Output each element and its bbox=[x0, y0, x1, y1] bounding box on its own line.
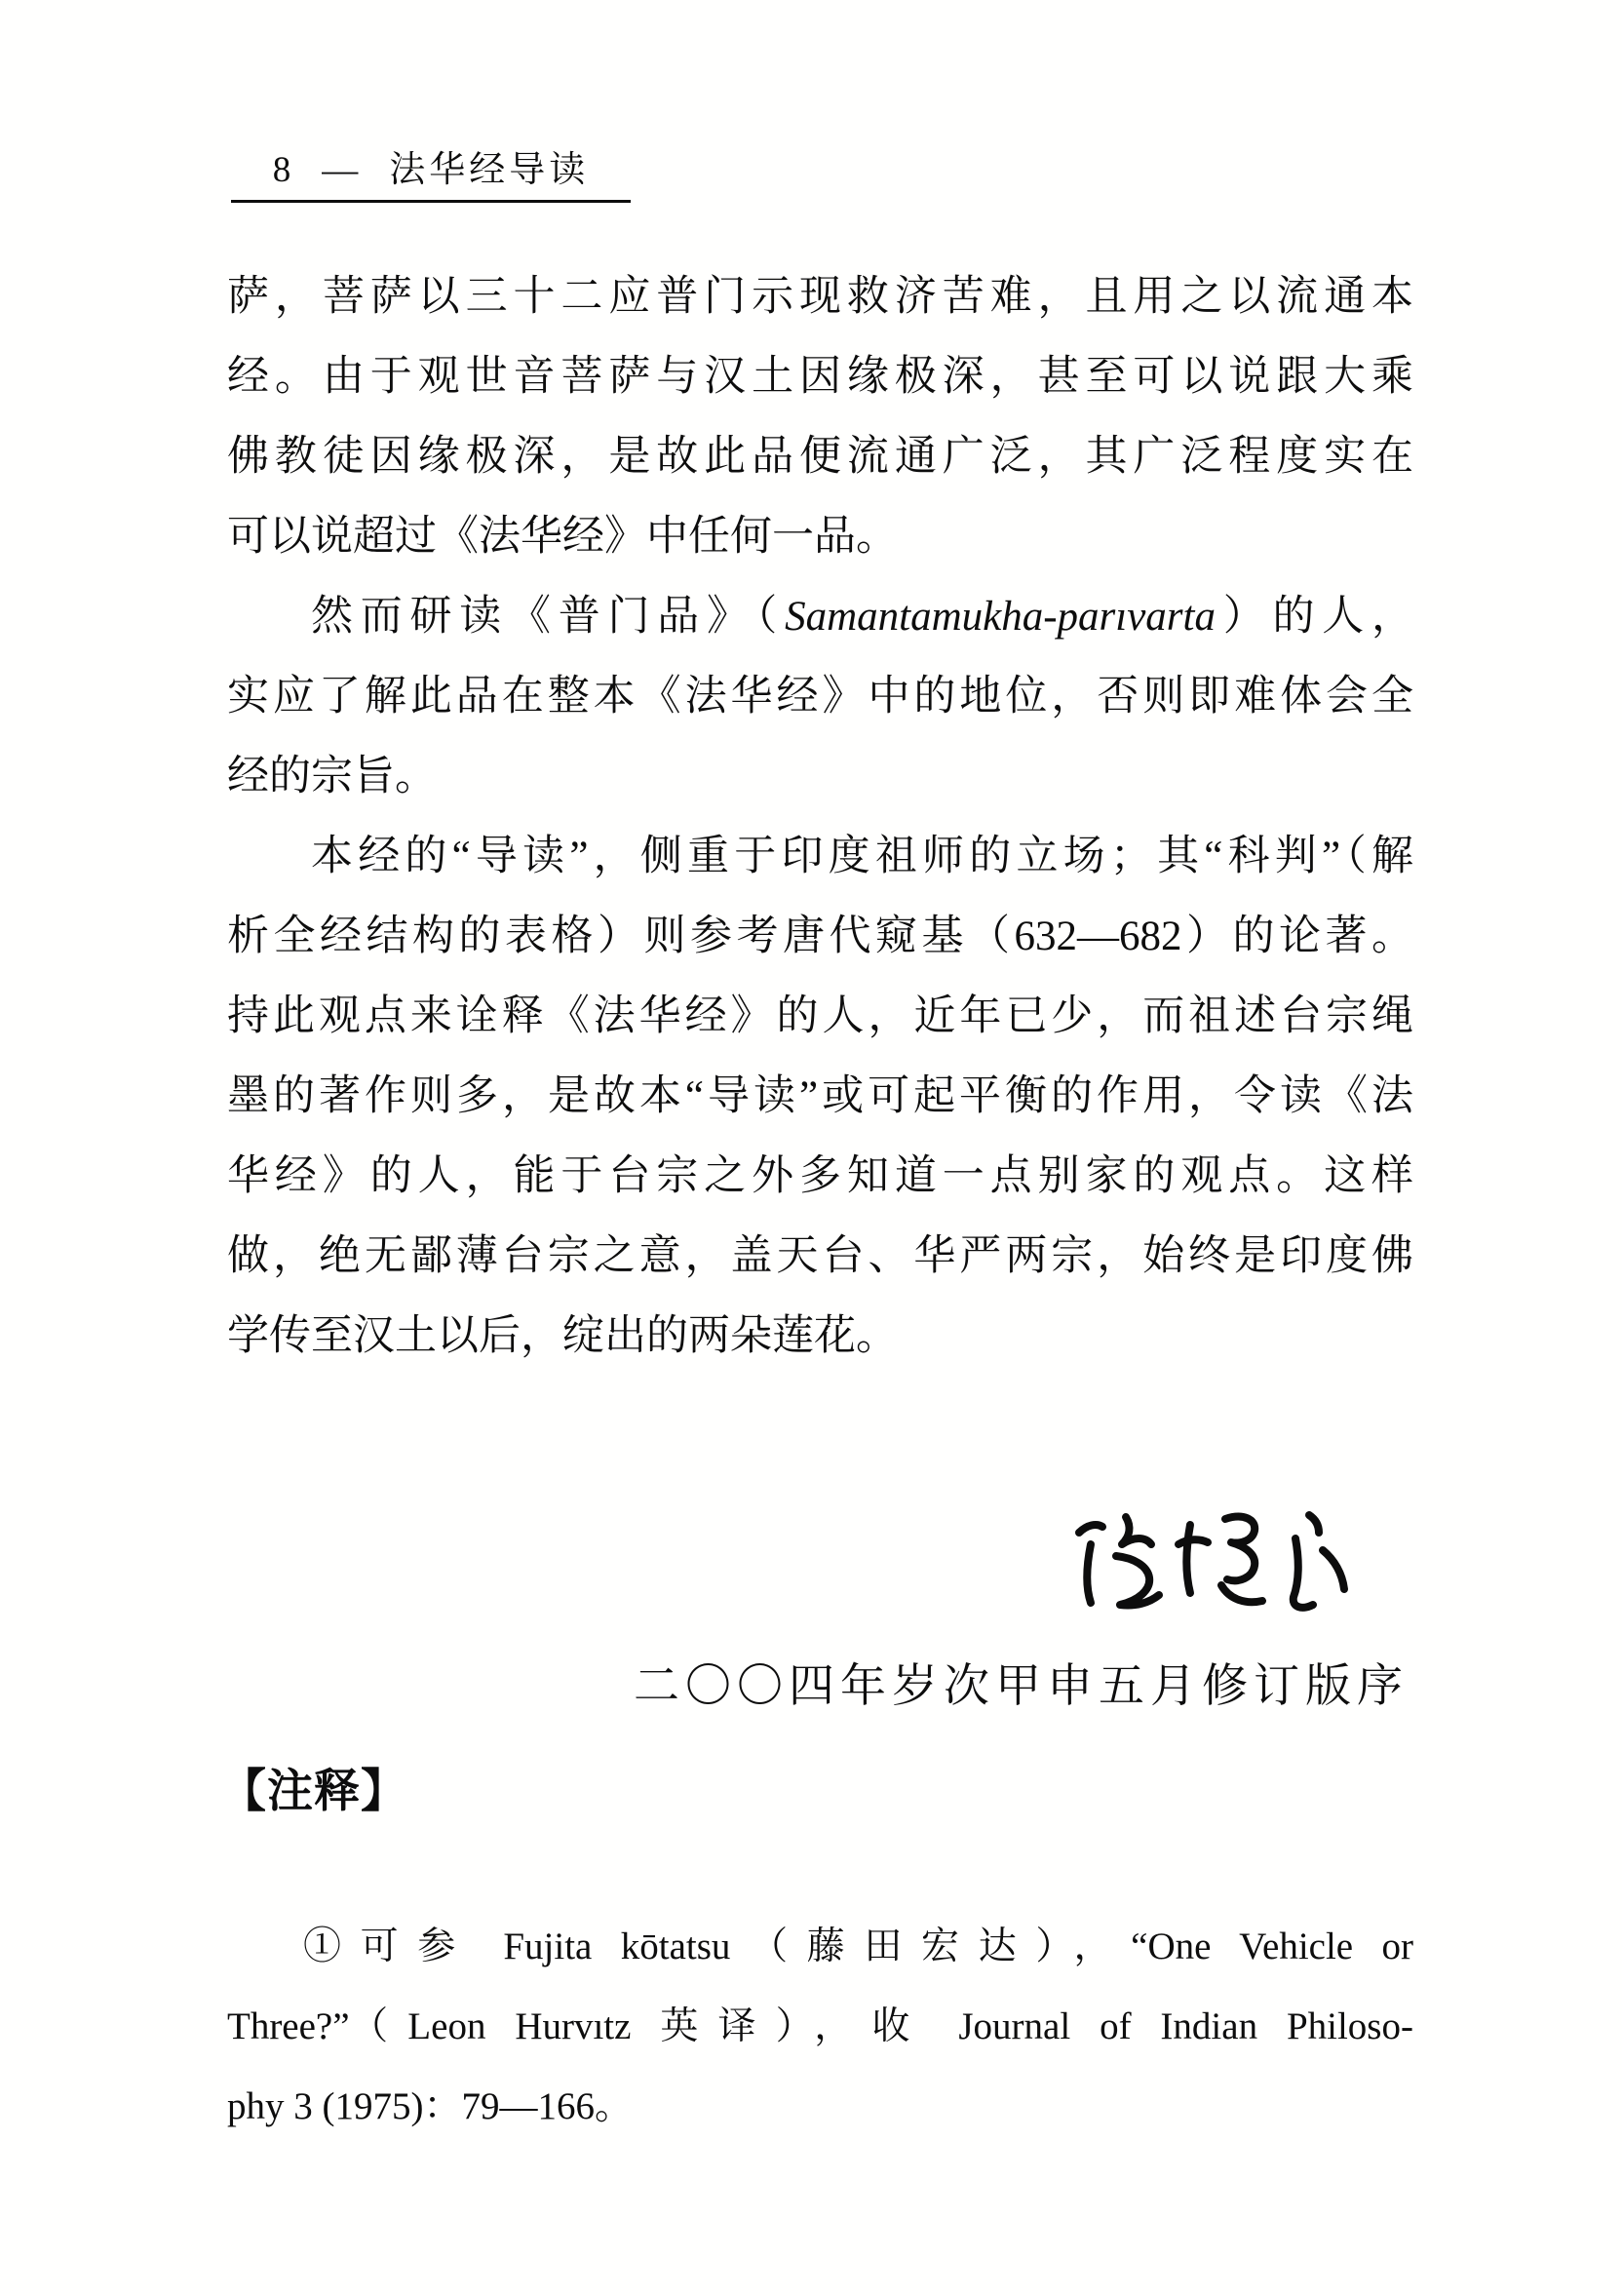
header-separator: — bbox=[322, 150, 359, 190]
text-line bbox=[227, 977, 1413, 1057]
text-line bbox=[227, 1057, 1413, 1137]
text-segment: 实应了解此品在整本《法华经》中的地位，否则即难体会全 bbox=[227, 674, 1413, 720]
text-segment: 持此观点来诠释《法华经》的人，近年已少，而祖述台宗绳 bbox=[227, 993, 1413, 1039]
text-segment: ①可参 Fujita kōtatsu（ bbox=[303, 1926, 807, 1967]
text-segment: 经。由于观世音菩萨与汉土因缘极深，甚至可以说跟大乘 bbox=[227, 354, 1413, 400]
text-segment: 学传至汉土以后，绽出的两朵莲花。 bbox=[227, 1313, 898, 1359]
text-segment-kaiti: 藤田宏达 bbox=[806, 1926, 1036, 1967]
book-title: 法华经导读 bbox=[389, 150, 590, 190]
body-text bbox=[227, 257, 1413, 1377]
text-segment: 做，绝无鄙薄台宗之意，盖天台、华严两宗，始终是印度佛 bbox=[227, 1233, 1413, 1279]
text-line bbox=[227, 897, 1413, 977]
text-segment: 佛教徒因缘极深，是故此品便流通广泛，其广泛程度实在 bbox=[227, 434, 1413, 480]
text-segment-italic: Samantamukha-parıvarta bbox=[785, 594, 1216, 640]
text-line bbox=[227, 497, 1413, 577]
text-segment: phy 3 (1975)：79—166。 bbox=[227, 2085, 633, 2127]
text-line bbox=[227, 1137, 1413, 1217]
text-segment: 华经》的人，能于台宗之外多知道一点别家的观点。这样 bbox=[227, 1153, 1413, 1199]
notes-text bbox=[227, 1907, 1413, 2147]
text-line bbox=[227, 737, 1413, 817]
text-segment: 经的宗旨。 bbox=[227, 754, 437, 799]
text-line bbox=[227, 2067, 1413, 2147]
running-header bbox=[231, 146, 631, 195]
text-line bbox=[227, 817, 1413, 897]
text-segment: 然而研读《普门品》（ bbox=[311, 594, 786, 640]
text-segment: ），“One Vehicle or bbox=[1035, 1926, 1413, 1967]
revision-date-line: 二〇〇四年岁次甲申五月修订版序 bbox=[634, 1661, 1409, 1712]
text-line bbox=[227, 1987, 1413, 2067]
text-segment: Three?”（Leon Hurvıtz bbox=[227, 2005, 661, 2047]
text-line bbox=[227, 417, 1413, 497]
text-line bbox=[227, 657, 1413, 737]
text-segment: 可以说超过《法华经》中任何一品。 bbox=[227, 514, 898, 560]
text-segment-kaiti: 英译 bbox=[660, 2005, 776, 2047]
text-segment: 本经的“导读”，侧重于印度祖师的立场；其“科判”（解 bbox=[311, 834, 1413, 879]
text-segment: ）的人， bbox=[1215, 594, 1414, 640]
text-segment: ），收 Journal of Indian Philoso- bbox=[775, 2005, 1413, 2047]
page-number: 8 bbox=[272, 150, 291, 190]
text-line bbox=[227, 257, 1413, 337]
text-line bbox=[227, 577, 1413, 657]
text-line bbox=[227, 337, 1413, 417]
text-line bbox=[227, 1297, 1413, 1377]
notes-heading: 【注释】 bbox=[220, 1767, 407, 1817]
text-line bbox=[227, 1907, 1413, 1987]
text-segment: ）则参考唐代窥基（632—682）的论著。 bbox=[598, 914, 1413, 959]
text-segment-kaiti: 析全经结构的表格 bbox=[227, 914, 598, 959]
text-line bbox=[227, 1217, 1413, 1297]
text-segment: 萨，菩萨以三十二应普门示现救济苦难，且用之以流通本 bbox=[227, 274, 1413, 320]
text-segment: 墨的著作则多，是故本“导读”或可起平衡的作用，令读《法 bbox=[227, 1073, 1413, 1119]
author-signature-image bbox=[1058, 1499, 1370, 1646]
header-rule bbox=[231, 200, 631, 203]
